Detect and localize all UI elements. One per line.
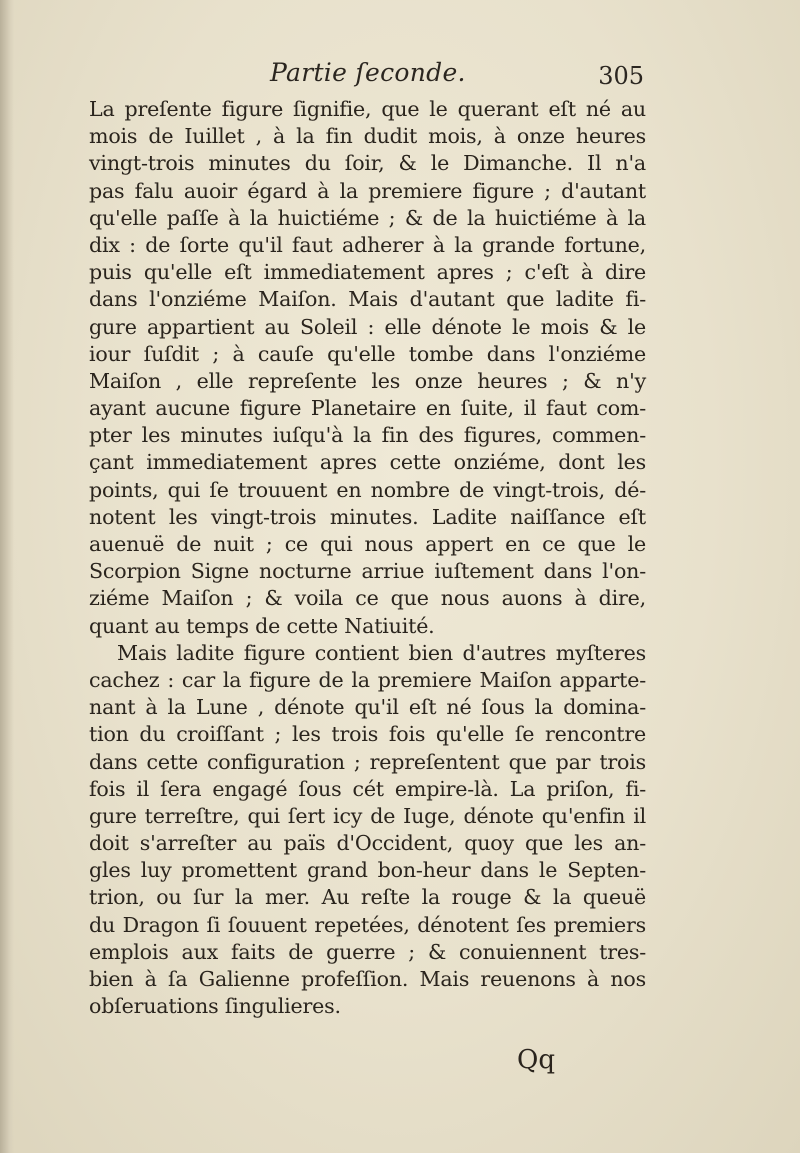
text-line: gure terreſtre, qui ſert icy de Iuge, dénote qu'enfin il [89,803,646,828]
text-line: iour ſuſdit ; à cauſe qu'elle tombe dans l'onziéme [89,341,646,366]
text-line: puis qu'elle eſt immediatement apres ; c'eſt à dire [89,260,646,285]
text-line: bien à ſa Galienne profeſſion. Mais reuenons à nos [89,967,646,991]
text-line: du Dragon ſi ſouuent repetées, dénotent ſes premiers [89,912,646,937]
text-line: ziéme Maiſon ; & voila ce que nous auons à dire, [89,586,646,611]
text-line: gles luy promettent grand bon-heur dans le Septen- [89,858,646,883]
text-line: pas falu auoir égard à la premiere figure ; d'autant [89,178,646,203]
text-line: tion du croiſſant ; les trois fois qu'elle ſe rencontre [89,722,646,747]
running-title: Partie ſeconde. [270,58,466,87]
page-number: 305 [598,62,644,90]
text-line: trion, ou ſur la mer. Au reſte la rouge & la queuë [89,885,646,910]
text-line: fois il ſera engagé ſous cét empire-là. La priſon, fi- [89,776,646,801]
text-line: obſeruations ſingulieres. [89,994,341,1019]
page-header [88,58,648,98]
text-line: dans cette configuration ; repreſentent que par trois [89,749,646,774]
text-line: Scorpion Signe nocturne arriue iuſtement dans l'on- [89,559,646,584]
text-line: emplois aux faits de guerre ; & conuiennent tres- [89,939,646,964]
text-line: dix : de ſorte qu'il faut adherer à la grande fortune, [89,232,646,257]
body-text [89,96,646,1020]
text-line: ayant aucune figure Planetaire en ſuite, il faut com- [89,396,646,421]
text-line: çant immediatement apres cette onziéme, dont les [89,450,646,475]
page-gutter-shadow [0,0,14,1153]
text-line: qu'elle paſſe à la huictiéme ; & de la huictiéme à la [89,205,646,230]
text-line: Mais ladite figure contient bien d'autres myſteres [117,640,646,665]
text-line: points, qui ſe trouuent en nombre de vingt-trois, dé- [89,477,646,502]
catchword: Qq [517,1045,555,1075]
text-line: auenuë de nuit ; ce qui nous appert en ce que le [89,532,646,556]
text-line: dans l'onziéme Maiſon. Mais d'autant que ladite fi- [89,287,646,312]
text-line: La preſente figure ſignifie, que le querant eſt né au [89,97,646,121]
text-line: gure appartient au Soleil : elle dénote le mois & le [89,314,646,339]
text-line: doit s'arreſter au païs d'Occident, quoy que les an- [89,831,646,856]
text-line: quant au temps de cette Natiuité. [89,613,435,638]
text-line: cachez : car la figure de la premiere Maiſon apparte- [89,667,646,692]
text-line: mois de Iuillet , à la fin dudit mois, à onze heures [89,124,646,149]
text-line: pter les minutes iuſqu'à la fin des figures, commen- [89,423,646,448]
text-line: vingt-trois minutes du ſoir, & le Dimanche. Il n'a [89,151,646,176]
text-line: nant à la Lune , dénote qu'il eſt né ſous la domina- [89,695,646,720]
text-line: notent les vingt-trois minutes. Ladite naiſſance eſt [89,504,646,529]
text-line: Maiſon , elle repreſente les onze heures ; & n'y [89,368,646,393]
